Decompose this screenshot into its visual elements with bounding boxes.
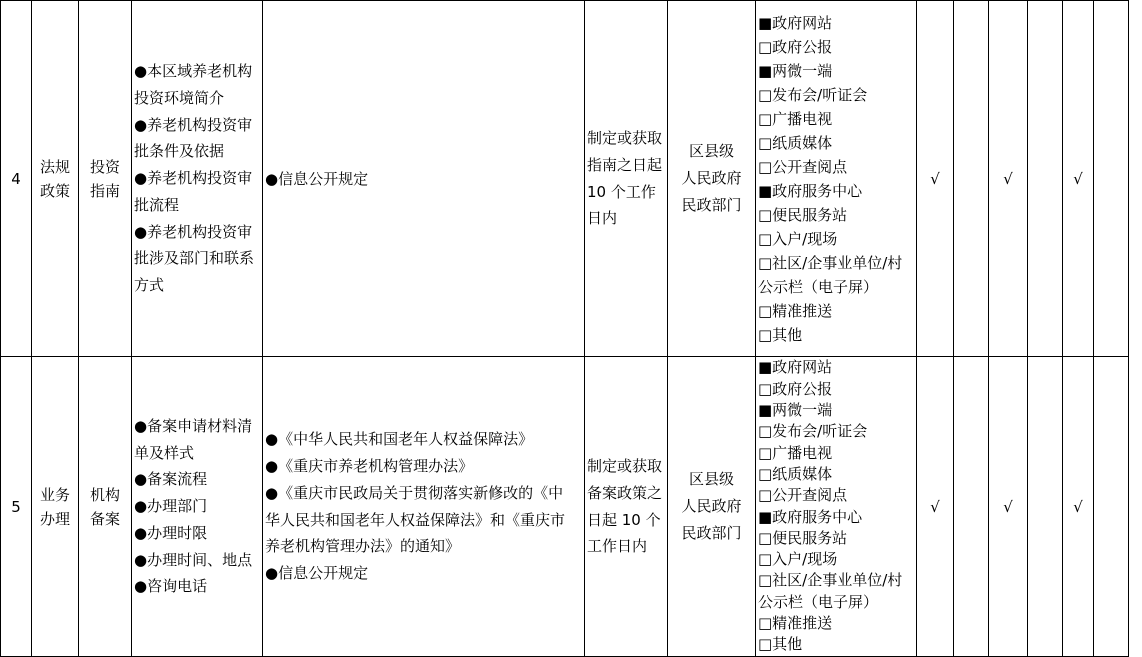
subcategory-cell: 机构 备案: [79, 357, 132, 657]
basis-cell: ●信息公开规定: [263, 1, 585, 357]
mark-cell: [954, 357, 989, 657]
channels-cell: ■政府网站 □政府公报 ■两微一端 □发布会/听证会 □广播电视 □纸质媒体 □公开查阅点 ■政府服务中心 □便民服务站 □入户/现场 □社区/企事业单位/村 公示栏（电子屏） □精准推送 □其他: [756, 1, 917, 357]
mark-cell: [1094, 357, 1129, 657]
time-limit-cell: 制定或获取 指南之日起 10 个工作 日内: [585, 1, 668, 357]
mark-cell: [954, 1, 989, 357]
category-cell: 法规 政策: [32, 1, 79, 357]
subject-cell: 区县级 人民政府 民政部门: [668, 357, 756, 657]
mark-cell: [1028, 1, 1063, 357]
subcategory-cell: 投资 指南: [79, 1, 132, 357]
row-number: 4: [1, 1, 32, 357]
mark-cell: √: [1063, 1, 1094, 357]
table-row: [1, 1, 1129, 357]
table-row: [1, 357, 1129, 657]
mark-cell: [1094, 1, 1129, 357]
content-cell: ●本区域养老机构 投资环境简介 ●养老机构投资审 批条件及依据 ●养老机构投资审 批流程 ●养老机构投资审 批涉及部门和联系 方式: [132, 1, 263, 357]
mark-cell: √: [989, 1, 1028, 357]
mark-cell: √: [1063, 357, 1094, 657]
channels-cell: ■政府网站 □政府公报 ■两微一端 □发布会/听证会 □广播电视 □纸质媒体 □公开查阅点 ■政府服务中心 □便民服务站 □入户/现场 □社区/企事业单位/村 公示栏（电子屏） □精准推送 □其他: [756, 357, 917, 657]
mark-cell: √: [917, 357, 954, 657]
mark-cell: √: [989, 357, 1028, 657]
mark-cell: [1028, 357, 1063, 657]
subject-cell: 区县级 人民政府 民政部门: [668, 1, 756, 357]
mark-cell: √: [917, 1, 954, 357]
basis-cell: ●《中华人民共和国老年人权益保障法》 ●《重庆市养老机构管理办法》 ●《重庆市民政局关于贯彻落实新修改的《中 华人民共和国老年人权益保障法》和《重庆市 养老机构管理办法》的通知》 ●信息公开规定: [263, 357, 585, 657]
time-limit-cell: 制定或获取 备案政策之 日起 10 个 工作日内: [585, 357, 668, 657]
category-cell: 业务 办理: [32, 357, 79, 657]
content-cell: ●备案申请材料清 单及样式 ●备案流程 ●办理部门 ●办理时限 ●办理时间、地点 ●咨询电话: [132, 357, 263, 657]
row-number: 5: [1, 357, 32, 657]
